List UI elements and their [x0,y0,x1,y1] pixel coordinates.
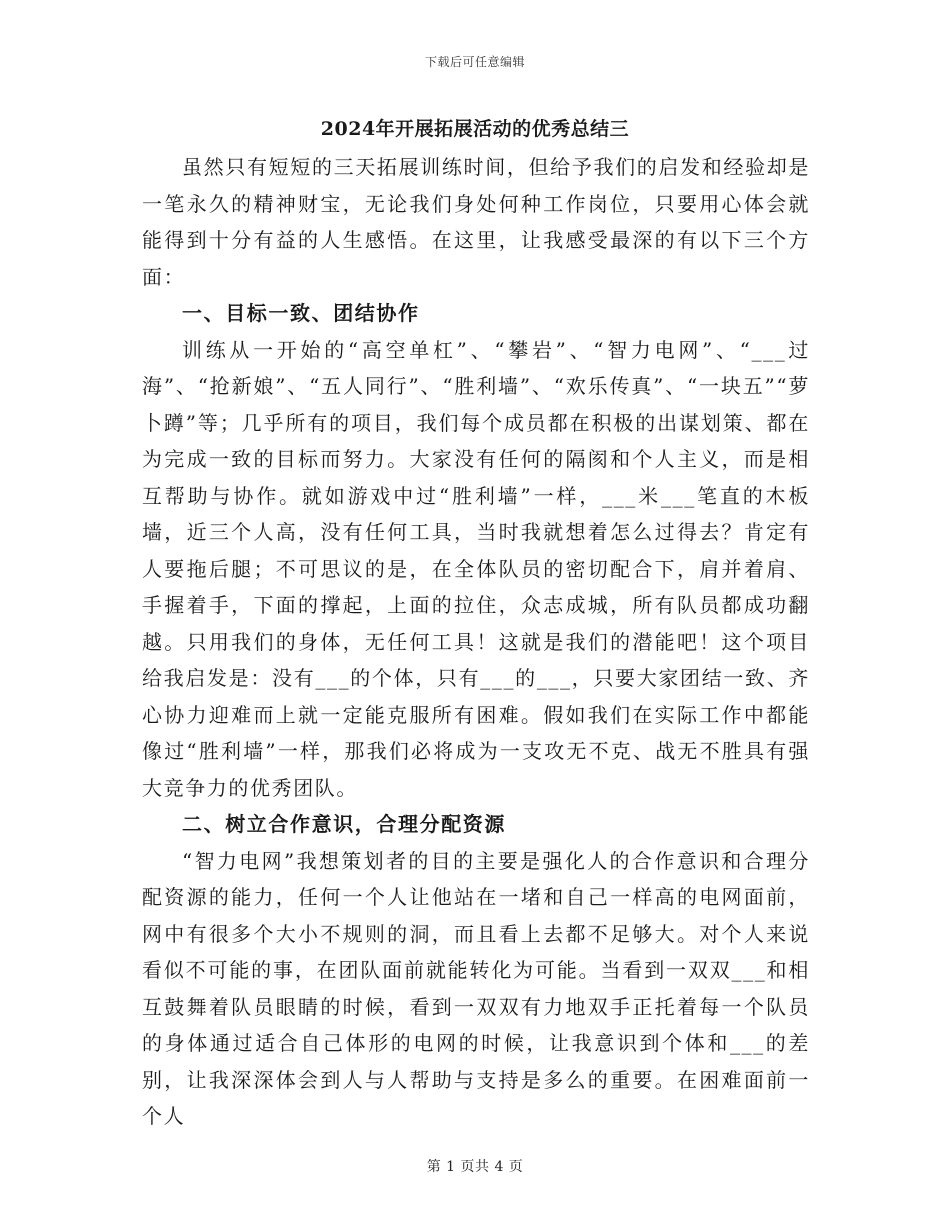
section-1-heading: 一、目标一致、团结协作 [182,301,420,325]
section-2-heading: 二、树立合作意识，合理分配资源 [182,812,506,836]
header-note: 下载后可任意编辑 [424,55,525,69]
document-body [142,149,810,1135]
page-number: 第 1 页共 4 页 [426,1159,524,1175]
intro-paragraph: 虽然只有短短的三天拓展训练时间，但给予我们的启发和经验却是一笔永久的精神财宝，无论我们身处何种工作岗位，只要用心体会就能得到十分有益的人生感悟。在这里，让我感受最深的有以下三个方面： [142,155,810,289]
section-2-paragraph: “智力电网”我想策划者的目的主要是强化人的合作意识和合理分配资源的能力，任何一个人让他站在一堵和自己一样高的电网面前，网中有很多个大小不规则的洞，而且看上去都不足够大。对个人来说看似不可能的事，在团队面前就能转化为可能。当看到一双双___和相互鼓舞着队员眼睛的时候，看到一双双有力地双手正托着每一个队员的身体通过适合自己体形的电网的时候，让我意识到个体和___的差别，让我深深体会到人与人帮助与支持是多么的重要。在困难面前一个人 [142,848,810,1128]
document-title: 2024年开展拓展活动的优秀总结三 [320,118,630,140]
section-1-paragraph: 训练从一开始的“高空单杠”、“攀岩”、“智力电网”、“___过海”、“抢新娘”、“五人同行”、“胜利墙”、“欢乐传真”、“一块五”“萝卜蹲”等；几乎所有的项目，我们每个成员都在积极的出谋划策、都在为完成一致的目标而努力。大家没有任何的隔阂和个人主义，而是相互帮助与协作。就如游戏中过“胜利墙”一样，___米___笔直的木板墙，近三个人高，没有任何工具，当时我就想着怎么过得去？肯定有人要拖后腿；不可思议的是，在全体队员的密切配合下，肩并着肩、手握着手，下面的撑起，上面的拉住，众志成城，所有队员都成功翻越。只用我们的身体，无任何工具！这就是我们的潜能吧！这个项目给我启发是：没有___的个体，只有___的___，只要大家团结一致、齐心协力迎难而上就一定能克服所有困难。假如我们在实际工作中都能像过“胜利墙”一样，那我们必将成为一支攻无不克、战无不胜具有强大竞争力的优秀团队。 [142,337,810,800]
